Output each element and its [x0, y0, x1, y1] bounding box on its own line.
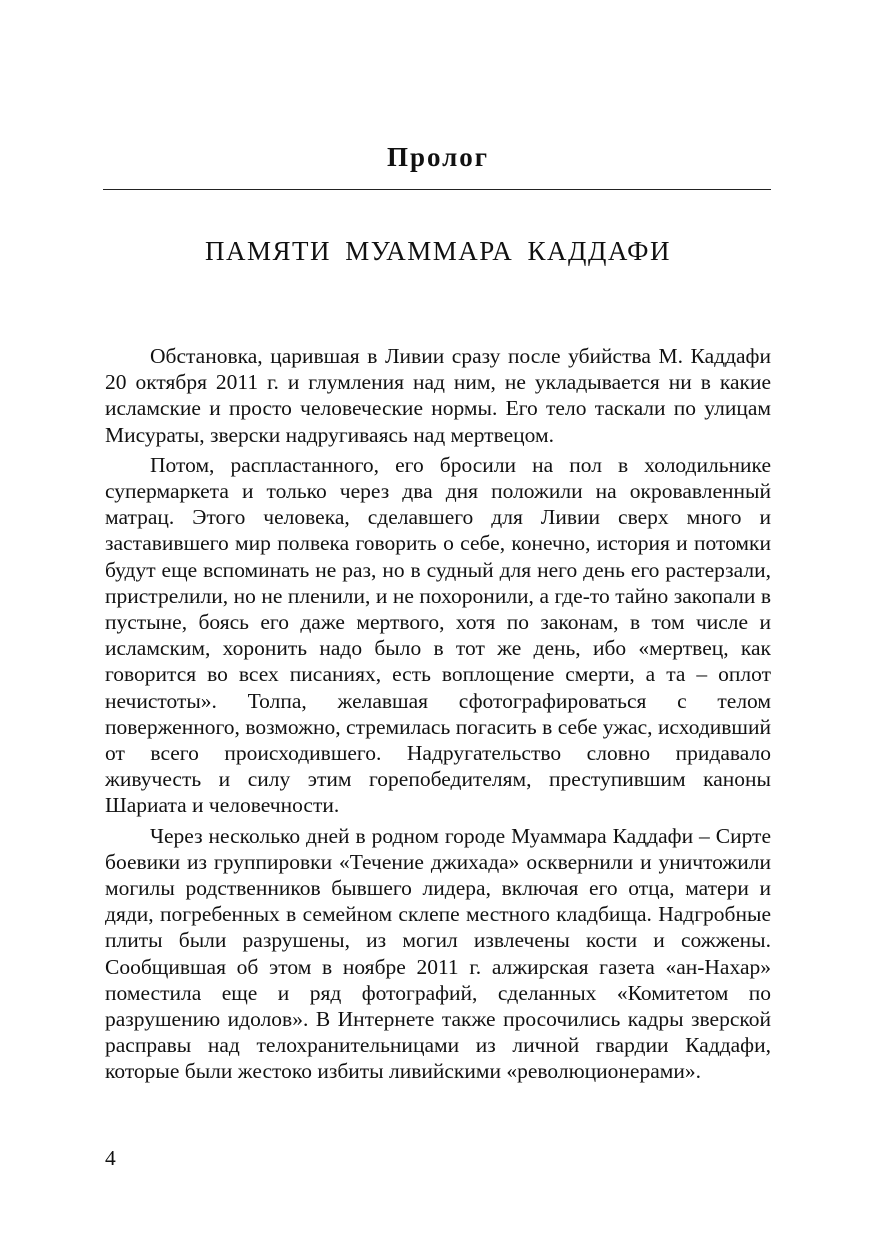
body-text	[105, 343, 771, 1085]
chapter-title: ПАМЯТИ МУАММАРА КАДДАФИ	[204, 236, 671, 266]
paragraph-1: Обстановка, царившая в Ливии сразу после убийства М. Каддафи 20 октября 2011 г. и глумления над ним, не укладывается ни в какие исламские и просто человеческие нормы. Его тело таскали по улицам Мисураты, зверски надругиваясь над мертвецом.	[105, 344, 771, 447]
paragraph-3: Через несколько дней в родном городе Муаммара Каддафи – Сирте боевики из группировки «Течение джихада» осквернили и уничтожили могилы родственников бывшего лидера, включая его отца, матери и дяди, погребенных в семейном склепе местного кладбища. Надгробные плиты были разрушены, из могил извлечены кости и сожжены. Сообщившая об этом в ноябре 2011 г. алжирская газета «ан-Нахар» поместила еще и ряд фотографий, сделанных «Комитетом по разрушению идолов». В Интернете также просочились кадры зверской расправы над телохранительницами из личной гвардии Каддафи, которые были жестоко избиты ливийскими «революционерами».	[105, 823, 771, 1084]
page-number: 4	[105, 1146, 116, 1170]
chapter-label: Пролог	[386, 142, 490, 172]
paragraph-2: Потом, распластанного, его бросили на пол в холодильнике супермаркета и только через два дня положили на окровавленный матрац. Этого человека, сделавшего для Ливии сверх много и заставившего мир полвека говорить о себе, конечно, история и потомки будут еще вспоминать не раз, но в судный для него день его растерзали, пристрелили, но не пленили, и не похоронили, а где-то тайно закопали в пустыне, боясь его даже мертвого, хотя по законам, в том числе и исламским, хоронить надо было в тот же день, ибо «мертвец, как говорится во всех писаниях, есть воплощение смерти, а та – оплот нечистоты». Толпа, желавшая сфотографироваться с телом поверженного, возможно, стремилась погасить в себе ужас, исходивший от всего происходившего. Надругательство словно придавало живучесть и силу этим горепобедителям, преступившим каноны Шариата и человечности.	[105, 452, 771, 818]
title-divider	[103, 189, 771, 190]
